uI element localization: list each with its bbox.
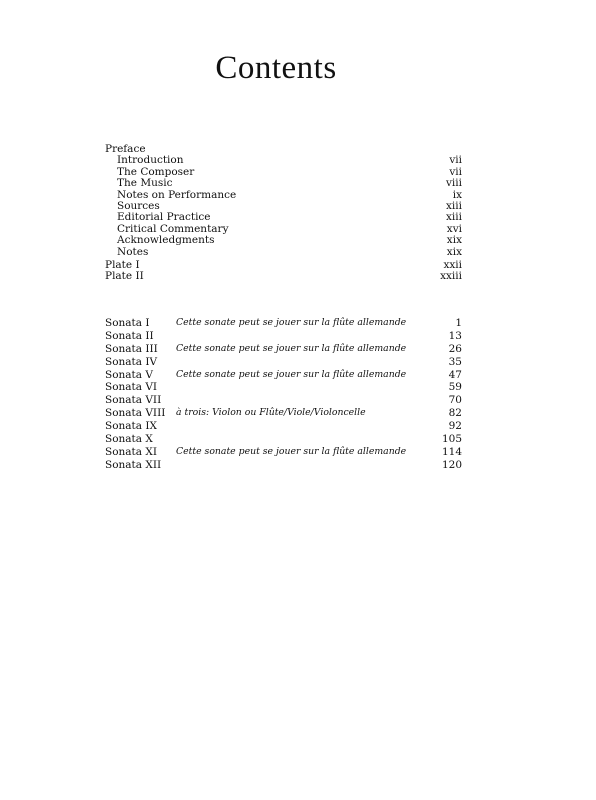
page-number: 82	[448, 407, 462, 420]
entry-title: Sonata V	[105, 368, 153, 381]
entry-title: Sonata XII	[105, 458, 162, 471]
entry-title: Sonata X	[105, 433, 153, 446]
page-number: 47	[448, 368, 462, 381]
page-number: xiii	[446, 211, 462, 224]
page-number: vii	[449, 154, 462, 167]
entry-note: Cette sonate peut se jouer sur la flûte allemande	[176, 368, 407, 380]
sonata-entry	[105, 459, 462, 472]
entry-title: The Music	[117, 177, 173, 190]
entry-note: Cette sonate peut se jouer sur la flûte allemande	[176, 342, 407, 354]
sonata-entry	[105, 394, 462, 407]
entry-title: Sonata VIII	[105, 407, 166, 420]
sonata-entry	[105, 407, 462, 420]
entry-title: Sonata VII	[105, 394, 162, 407]
toc-entry	[105, 178, 462, 189]
page-number: 70	[448, 394, 462, 407]
plate-entry	[105, 260, 462, 271]
entry-title: Plate I	[105, 259, 140, 271]
entry-note: Cette sonate peut se jouer sur la flûte allemande	[176, 317, 407, 328]
sonata-entry	[105, 420, 462, 433]
sonatas-section	[105, 317, 462, 472]
page-number: xiii	[446, 199, 462, 212]
entry-title: Sonata XI	[105, 445, 157, 458]
page-number: 105	[441, 433, 462, 446]
entry-title: Sonata II	[105, 329, 154, 342]
page-number: 35	[448, 355, 462, 368]
entry-title: Sonata III	[105, 342, 158, 355]
sonata-entry	[105, 369, 462, 382]
sonata-entry	[105, 343, 462, 356]
entry-title: Sonata VI	[105, 381, 158, 394]
page-number: viii	[445, 177, 462, 190]
page-number: 120	[441, 458, 462, 471]
page-number: xvi	[446, 222, 462, 235]
page-number: xix	[446, 234, 462, 247]
entry-title: Editorial Practice	[117, 211, 211, 224]
entry-title: Notes on Performance	[117, 188, 237, 201]
entry-title: Introduction	[117, 154, 184, 167]
page-number: xxii	[443, 259, 462, 271]
page-title: Contents	[215, 50, 337, 86]
page-number: 1	[455, 317, 462, 329]
sonata-entry	[105, 317, 462, 330]
toc-entry	[105, 235, 462, 246]
sonata-entry	[105, 330, 462, 343]
page-number: xxiii	[440, 270, 462, 283]
entry-title: Sonata IX	[105, 420, 157, 433]
page-number: 26	[448, 342, 462, 355]
sonata-entry	[105, 381, 462, 394]
plates-section	[105, 260, 462, 283]
page-number: xix	[446, 245, 462, 258]
entry-title: Sources	[117, 199, 160, 212]
sonata-entry	[105, 446, 462, 459]
sonata-entry	[105, 356, 462, 369]
preface-heading: Preface	[105, 143, 146, 155]
entry-title: Notes	[117, 245, 149, 258]
entry-title: Critical Commentary	[117, 222, 229, 235]
entry-note: à trois: Violon ou Flûte/Viole/Violoncelle	[176, 407, 366, 419]
page-number: ix	[452, 188, 462, 201]
entry-title: Sonata IV	[105, 355, 158, 368]
preface-section	[105, 144, 462, 258]
plate-entry	[105, 271, 462, 282]
page-number: 13	[448, 329, 462, 342]
page-number: 114	[441, 445, 462, 458]
page-number: vii	[449, 165, 462, 178]
page-number: 59	[448, 381, 462, 394]
entry-title: Sonata I	[105, 317, 150, 329]
entry-title: Plate II	[105, 270, 144, 283]
entry-title: The Composer	[117, 165, 195, 178]
sonata-entry	[105, 433, 462, 446]
entry-title: Acknowledgments	[117, 234, 215, 247]
entry-note: Cette sonate peut se jouer sur la flûte allemande	[176, 445, 407, 457]
toc-entry	[105, 247, 462, 258]
page-number: 92	[448, 420, 462, 433]
